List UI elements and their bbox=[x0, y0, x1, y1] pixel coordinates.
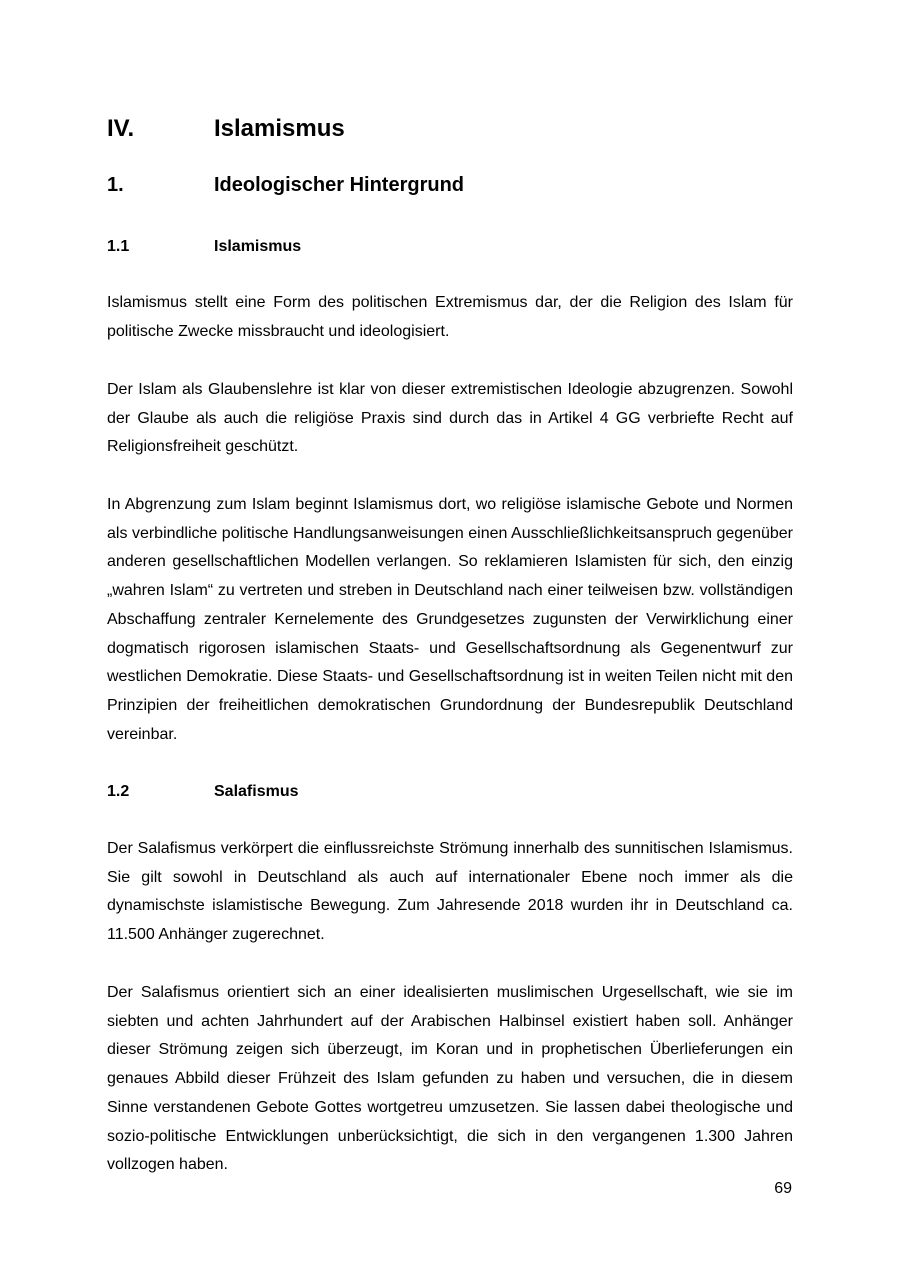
chapter-title: Islamismus bbox=[214, 115, 345, 142]
section-number: 1. bbox=[107, 174, 124, 196]
chapter-heading bbox=[107, 113, 797, 145]
page-number: 69 bbox=[774, 1180, 792, 1197]
paragraph-islamismus-definition: Islamismus stellt eine Form des politischen Extremismus dar, der die Religion des Islam für politische Zwecke missbraucht und ideologisiert. bbox=[107, 294, 793, 340]
section-heading bbox=[107, 171, 797, 199]
paragraph-salafismus-stroemung: Der Salafismus verkörpert die einflussreichste Strömung innerhalb des sunnitischen Islamismus. Sie gilt sowohl in Deutschland als auch auf internationaler Ebene noch immer als die dynamischste islamistische Bewegung. Zum Jahresende 2018 wurden ihr in Deutschland ca. 11.500 Anhänger zugerechnet. bbox=[107, 840, 793, 944]
paragraph-islamismus-ziele: In Abgrenzung zum Islam beginnt Islamismus dort, wo religiöse islamische Gebote und Normen als verbindliche politische Handlungsanweisungen einen Ausschließlichkeitsanspruch gegenüber anderen gesellschaftlichen Modellen verlangen. So reklamieren Islamisten für sich, den einzig „wahren Islam“ zu vertreten und streben in Deutschland nach einer teilweisen bzw. vollständigen Abschaffung zentraler Kernelemente des Grundgesetzes zugunsten der Verwirklichung einer dogmatisch rigorosen islamischen Staats- und Gesellschaftsordnung als Gegenentwurf zur westlichen Demokratie. Diese Staats- und Gesellschaftsordnung ist in weiten Teilen nicht mit den Prinzipien der freiheitlichen demokratischen Grundordnung der Bundesrepublik Deutschland vereinbar. bbox=[107, 496, 793, 743]
section-title: Ideologischer Hintergrund bbox=[214, 174, 465, 196]
paragraph-salafismus-urgesellschaft: Der Salafismus orientiert sich an einer idealisierten muslimischen Urgesellschaft, wie sie im siebten und achten Jahrhundert auf der Arabischen Halbinsel existiert haben soll. Anhänger dieser Strömung zeigen sich überzeugt, im Koran und in prophetischen Überlieferungen ein genaues Abbild dieser Frühzeit des Islam gefunden zu haben und versuchen, die in diesem Sinne verstandenen Gebote Gottes wortgetreu umzusetzen. Sie lassen dabei theologische und sozio-politische Entwicklungen unberücksichtigt, die sich in den vergangenen 1.300 Jahren vollzogen haben. bbox=[107, 984, 793, 1174]
subsection-number: 1.1 bbox=[107, 238, 130, 255]
subsection-title: Salafismus bbox=[214, 783, 299, 800]
subsection-heading-1-1 bbox=[107, 236, 797, 258]
paragraph-islam-abgrenzung: Der Islam als Glaubenslehre ist klar von dieser extremistischen Ideologie abzugrenzen. Sowohl der Glaube als auch die religiöse Praxis sind durch das in Artikel 4 GG verbriefte Recht auf Religionsfreiheit geschützt. bbox=[107, 381, 793, 456]
chapter-number: IV. bbox=[107, 115, 135, 142]
subsection-title: Islamismus bbox=[214, 238, 302, 255]
subsection-heading-1-2 bbox=[107, 781, 797, 803]
subsection-number: 1.2 bbox=[107, 783, 130, 800]
